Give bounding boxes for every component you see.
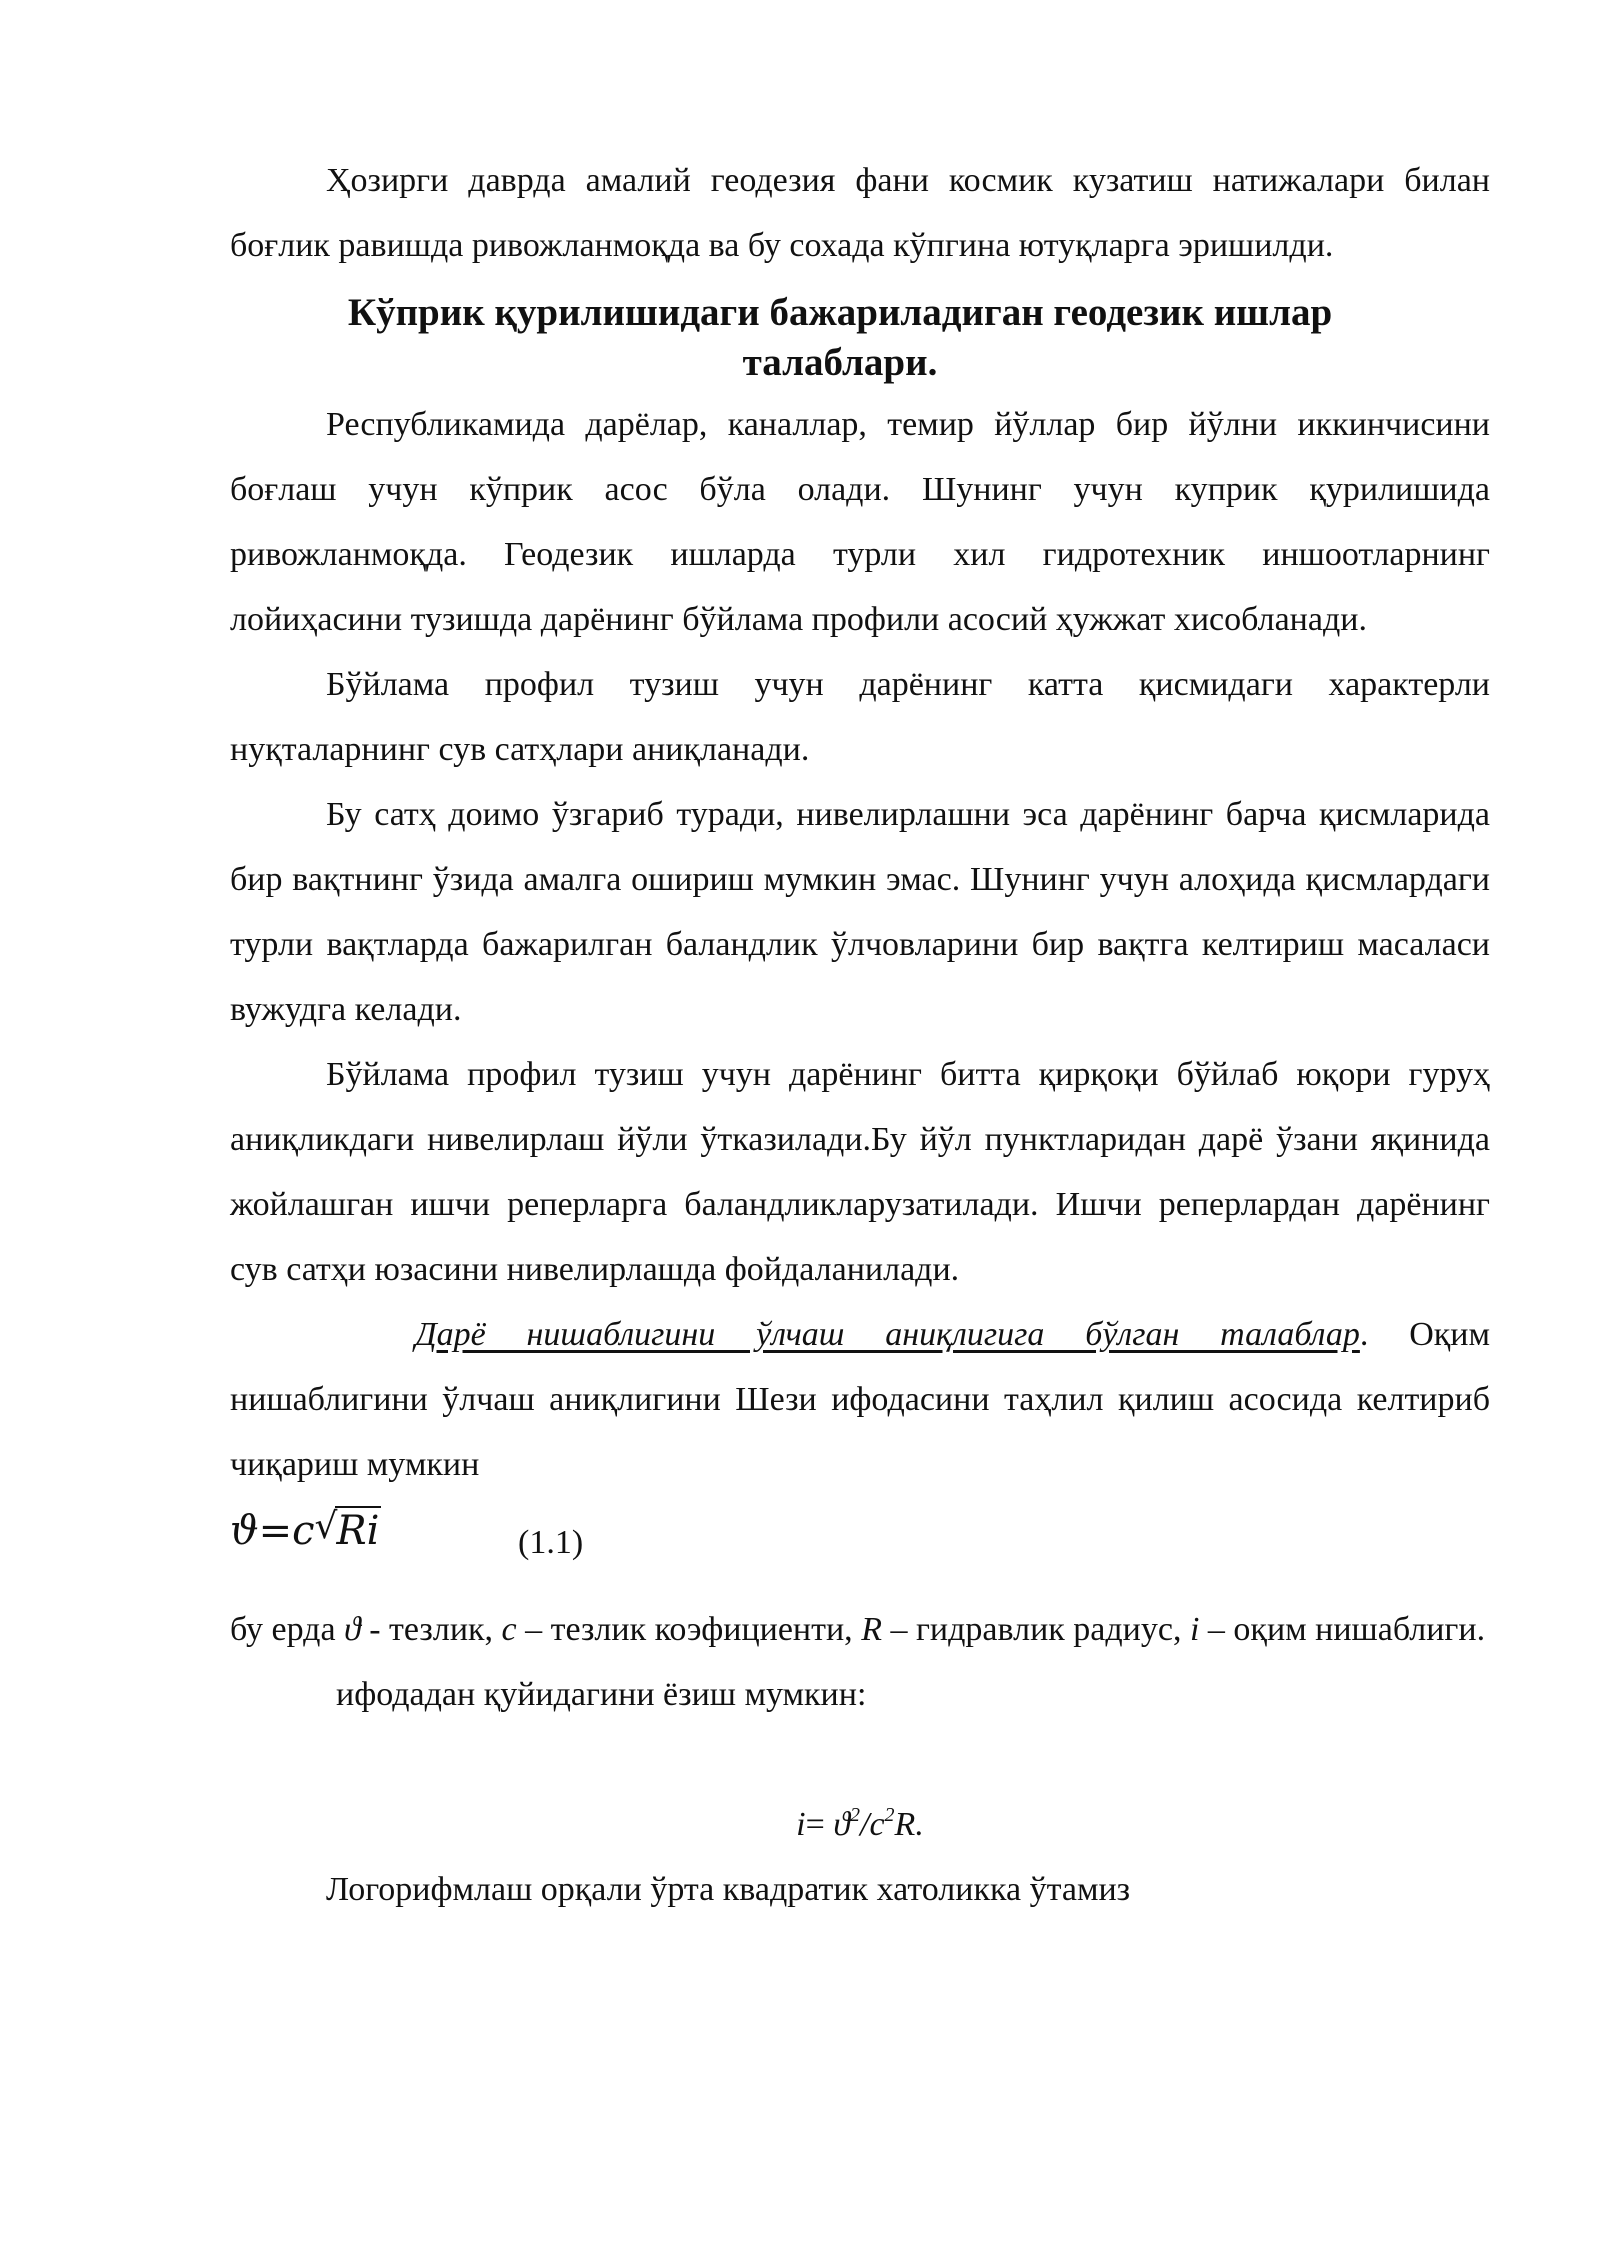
var-radius: R	[861, 1611, 882, 1648]
var-coefficient: c	[501, 1611, 517, 1648]
var-slope: i	[1189, 1611, 1200, 1648]
section-heading: Кўприк қурилишидаги бажариладиган геодезик ишлар талаблари.	[347, 291, 1333, 384]
paragraph-6: ифодадан қуйидагини ёзиш мумкин:	[336, 1676, 867, 1713]
formula-chezy	[230, 1497, 1490, 1597]
formula-chezy-radicand: Ri	[336, 1508, 380, 1554]
paragraph-5	[230, 1302, 1490, 1497]
paragraph-2: Бўйлама профил тузиш учун дарёнинг катта қисмидаги характерли нуқталарнинг сув сатҳлари аниқланади.	[230, 666, 1490, 768]
formula-number: (1.1)	[518, 1524, 584, 1561]
subsection-title: Дарё нишаблигини ўлчаш аниқлигига бўлган талаблар	[415, 1316, 1360, 1353]
variables-legend: бу ерда ϑ - тезлик, c – тезлик коэфициенти, R – гидравлик радиус, i – оқим нишаблиги.	[230, 1611, 1486, 1648]
paragraph-1: Республикамида дарёлар, каналлар, темир йўллар бир йўлни иккинчисини боғлаш учун кўприк асос бўла олади. Шунинг учун куприк қурилишида ривожланмоқда. Геодезик ишларда турли хил гидротехник иншоотларнинг лойиҳасини тузишда дарёнинг бўйлама профили асосий ҳужжат хисобланади.	[230, 406, 1490, 638]
formula-chezy-lhs: ϑ=c	[230, 1508, 315, 1554]
paragraph-3: Бу сатҳ доимо ўзгариб туради, нивелирлашни эса дарёнинг барча қисмларида бир вақтнинг ўзида амалга ошириш мумкин эмас. Шунинг учун алоҳида қисмлардаги турли вақтларда бажарилган баландлик ўлчовларини бир вақтга келтириш масаласи вужудга келади.	[230, 796, 1490, 1028]
document-page	[230, 148, 1490, 1922]
sqrt-symbol: √ Ri	[314, 1506, 380, 1554]
paragraph-5-text: . Оқим нишаблигини ўлчаш аниқлигини Шези ифодасини таҳлил қилиш асосида келтириб чиқариш мумкин	[230, 1316, 1490, 1483]
var-velocity: ϑ	[344, 1611, 361, 1648]
intro-paragraph: Ҳозирги даврда амалий геодезия фани космик кузатиш натижалари билан боғлик равишда ривожланмоқда ва бу сохада кўпгина ютуқларга эришилди.	[230, 162, 1490, 264]
paragraph-7: Логорифмлаш орқали ўрта квадратик хатоликка ўтамиз	[326, 1871, 1131, 1908]
formula-chezy-expression	[230, 1501, 381, 1561]
formula-slope: $i= ϑ^2/c^2R$.	[796, 1804, 924, 1843]
paragraph-4: Бўйлама профил тузиш учун дарёнинг битта қирқоқи бўйлаб юқори гуруҳ аниқликдаги нивелирлаш йўли ўтказилади.Бу йўл пунктларидан дарё ўзани яқинида жойлашган ишчи реперларга баландликларузатилади. Ишчи реперлардан дарёнинг сув сатҳи юзасини нивелирлашда фойдаланилади.	[230, 1056, 1490, 1288]
